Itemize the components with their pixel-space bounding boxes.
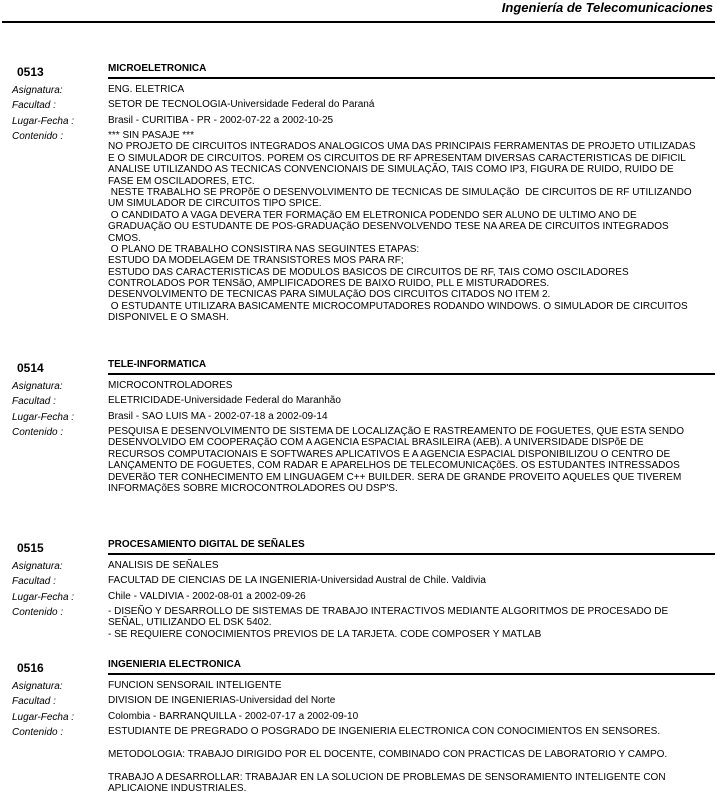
- entry-code: 0514: [17, 361, 44, 375]
- contenido-line: E O SIMULADOR DE CIRCUITOS. POREM OS CIRCUITOS DE RF APRESENTAM DIVERSAS CARACTERISTICAS DE DIFICIL: [108, 152, 686, 164]
- lugar-fecha-value: Brasil - CURITIBA - PR - 2002-07-22 a 2002-10-25: [108, 115, 334, 126]
- lugar-fecha-value: Brasil - SAO LUIS MA - 2002-07-18 a 2002-09-14: [108, 411, 328, 422]
- contenido-text: [108, 426, 714, 494]
- facultad-label: Facultad :: [12, 576, 56, 587]
- contenido-line: - DISEÑO Y DESARROLLO DE SISTEMAS DE TRABAJO INTERACTIVOS MEDIANTE ALGORITMOS DE PROCESADO DE: [108, 606, 669, 617]
- contenido-line: NESTE TRABALHO SE PROPõE O DESENVOLVIMENTO DE TECNICAS DE SIMULAÇãO DE CIRCUITOS DE RF UTILIZANDO: [108, 186, 692, 198]
- entry-rule: [108, 373, 715, 375]
- contenido-line: SEÑAL, UTILIZANDO EL DSK 5402.: [108, 617, 272, 629]
- entry-title: PROCESAMIENTO DIGITAL DE SEÑALES: [108, 539, 305, 550]
- contenido-label: Contenido :: [12, 427, 64, 438]
- contenido-line: UM SIMULADOR DE CIRCUITOS TIPO SPICE.: [108, 198, 322, 210]
- entry-code: 0515: [17, 541, 44, 555]
- contenido-line: CMOS.: [108, 232, 141, 244]
- contenido-line: O ESTUDANTE UTILIZARA BASICAMENTE MICROCOMPUTADORES RODANDO WINDOWS. O SIMULADOR DE CIRCUITOS: [108, 300, 688, 312]
- contenido-line: APLICAIONE INDUSTRIALES.: [108, 782, 247, 794]
- blank-line: [108, 737, 714, 748]
- contenido-text: [108, 606, 714, 640]
- asignatura-value: MICROCONTROLADORES: [108, 380, 233, 391]
- asignatura-label: Asignatura:: [12, 381, 63, 392]
- facultad-label: Facultad :: [12, 396, 56, 407]
- facultad-label: Facultad :: [12, 696, 56, 707]
- lugar-fecha-label: Lugar-Fecha :: [12, 592, 75, 603]
- contenido-label: Contenido :: [12, 131, 64, 142]
- contenido-line: O PLANO DE TRABALHO CONSISTIRA NAS SEGUINTES ETAPAS:: [108, 243, 420, 255]
- entry-title: MICROELETRONICA: [108, 63, 207, 74]
- contenido-label: Contenido :: [12, 727, 64, 738]
- contenido-line: PESQUISA E DESENVOLVIMENTO DE SISTEMA DE LOCALIZAÇãO E RASTREAMENTO DE FOGUETES, QUE ESTA SENDO: [108, 426, 685, 437]
- asignatura-value: ENG. ELETRICA: [108, 84, 185, 95]
- contenido-line: - SE REQUIERE CONOCIMIENTOS PREVIOS DE LA TARJETA. CODE COMPOSER Y MATLAB: [108, 628, 542, 640]
- contenido-line: O CANDIDATO A VAGA DEVERA TER FORMAÇãO EM ELETRONICA PODENDO SER ALUNO DE ULTIMO ANO DE: [108, 209, 637, 221]
- contenido-text: [108, 130, 714, 324]
- contenido-line: ANALISE UTILIZANDO AS TECNICAS CONVENCIONAIS DE SIMULAÇÃO, TAIS COMO IP3, FIGURA DE RUIDO, RUIDO DE: [108, 164, 674, 176]
- contenido-label: Contenido :: [12, 607, 64, 618]
- contenido-line: FASE EM OSCILADORES, ETC.: [108, 175, 255, 187]
- asignatura-value: ANALISIS DE SEÑALES: [108, 560, 219, 571]
- contenido-line: DEVERãO TER CONHECIMENTO EM LINGUAGEM C++ BUILDER. SERA DE GRANDE PROVEITO AQUELES QUE TIVEREM: [108, 471, 682, 483]
- entry-code: 0516: [17, 661, 44, 675]
- lugar-fecha-label: Lugar-Fecha :: [12, 116, 75, 127]
- asignatura-label: Asignatura:: [12, 85, 63, 96]
- contenido-line: ESTUDO DAS CARACTERISTICAS DE MODULOS BASICOS DE CIRCUITOS DE RF, TAIS COMO OSCILADORES: [108, 266, 629, 278]
- lugar-fecha-label: Lugar-Fecha :: [12, 712, 75, 723]
- header-rule: [2, 21, 715, 23]
- facultad-label: Facultad :: [12, 100, 56, 111]
- lugar-fecha-value: Colombia - BARRANQUILLA - 2002-07-17 a 2002-09-10: [108, 711, 359, 722]
- contenido-line: RECURSOS COMPUTACIONAIS E SOFTWARES APLICATIVOS E A AGENCIA ESPACIAL DISPONIBILIZOU O CENTRO DE: [108, 448, 671, 460]
- facultad-value: DIVISION DE INGENIERIAS-Universidad del Norte: [108, 695, 336, 706]
- contenido-line: DESENVOLVIDO EM COOPERAÇãO COM A AGENCIA ESPACIAL BRASILEIRA (AEB). A UNIVERSIDADE DISPõE DE: [108, 437, 644, 449]
- asignatura-value: FUNCION SENSORAIL INTELIGENTE: [108, 680, 282, 691]
- contenido-line: INFORMAÇõES SOBRE MICROCONTROLADORES OU DSP'S.: [108, 482, 398, 494]
- facultad-value: FACULTAD DE CIENCIAS DE LA INGENIERIA-Universidad Austral de Chile. Valdivia: [108, 575, 486, 586]
- contenido-line: NO PROJETO DE CIRCUITOS INTEGRADOS ANALOGICOS UMA DAS PRINCIPAIS FERRAMENTAS DE PROJETO UTILIZADAS: [108, 141, 696, 153]
- entry-title: TELE-INFORMATICA: [108, 359, 207, 370]
- contenido-line: DESENVOLVIMENTO DE TECNICAS PARA SIMULAÇãO DOS CIRCUITOS CITADOS NO ITEM 2.: [108, 289, 551, 301]
- contenido-line: ESTUDIANTE DE PREGRADO O POSGRADO DE INGENIERIA ELECTRONICA CON CONOCIMIENTOS EN SENSORES.: [108, 726, 661, 737]
- contenido-line: METODOLOGIA: TRABAJO DIRIGIDO POR EL DOCENTE, COMBINADO CON PRACTICAS DE LABORATORIO Y CAMPO.: [108, 748, 668, 760]
- lugar-fecha-label: Lugar-Fecha :: [12, 412, 75, 423]
- contenido-line: ESTUDO DA MODELAGEM DE TRANSISTORES MOS PARA RF;: [108, 255, 404, 267]
- facultad-value: ELETRICIDADE-Universidade Federal do Maranhão: [108, 395, 341, 406]
- contenido-line: DISPONIVEL E O SMASH.: [108, 312, 229, 324]
- asignatura-label: Asignatura:: [12, 681, 63, 692]
- entry-code: 0513: [17, 65, 44, 79]
- contenido-line: *** SIN PASAJE ***: [108, 130, 194, 141]
- contenido-line: LANÇAMENTO DE FOGUETES, COM RADAR E APARELHOS DE TELECOMUNICAÇõES. OS ESTUDANTES INTRESSADOS: [108, 460, 680, 472]
- asignatura-label: Asignatura:: [12, 561, 63, 572]
- contenido-line: TRABAJO A DESARROLLAR: TRABAJAR EN LA SOLUCION DE PROBLEMAS DE SENSORAMIENTO INTELIGENTE CON: [108, 771, 666, 783]
- entry-rule: [108, 77, 715, 79]
- entry-title: INGENIERIA ELECTRONICA: [108, 659, 241, 670]
- page-header: [0, 0, 717, 24]
- contenido-text: [108, 726, 714, 794]
- facultad-value: SETOR DE TECNOLOGIA-Universidade Federal do Paraná: [108, 99, 375, 110]
- entry-rule: [108, 673, 715, 675]
- entry-rule: [108, 553, 715, 555]
- blank-line: [108, 760, 714, 771]
- contenido-line: CONTROLADOS POR TENSãO, AMPLIFICADORES DE BAIXO RUIDO, PLL E MISTURADORES.: [108, 278, 550, 290]
- document-title: Ingeniería de Telecomunicaciones: [501, 0, 713, 15]
- lugar-fecha-value: Chile - VALDIVIA - 2002-08-01 a 2002-09-26: [108, 591, 306, 602]
- contenido-line: GRADUAÇãO OU ESTUDANTE DE POS-GRADUAÇãO DESENVOLVENDO TESE NA AREA DE CIRCUITOS INTEGRADOS: [108, 221, 669, 233]
